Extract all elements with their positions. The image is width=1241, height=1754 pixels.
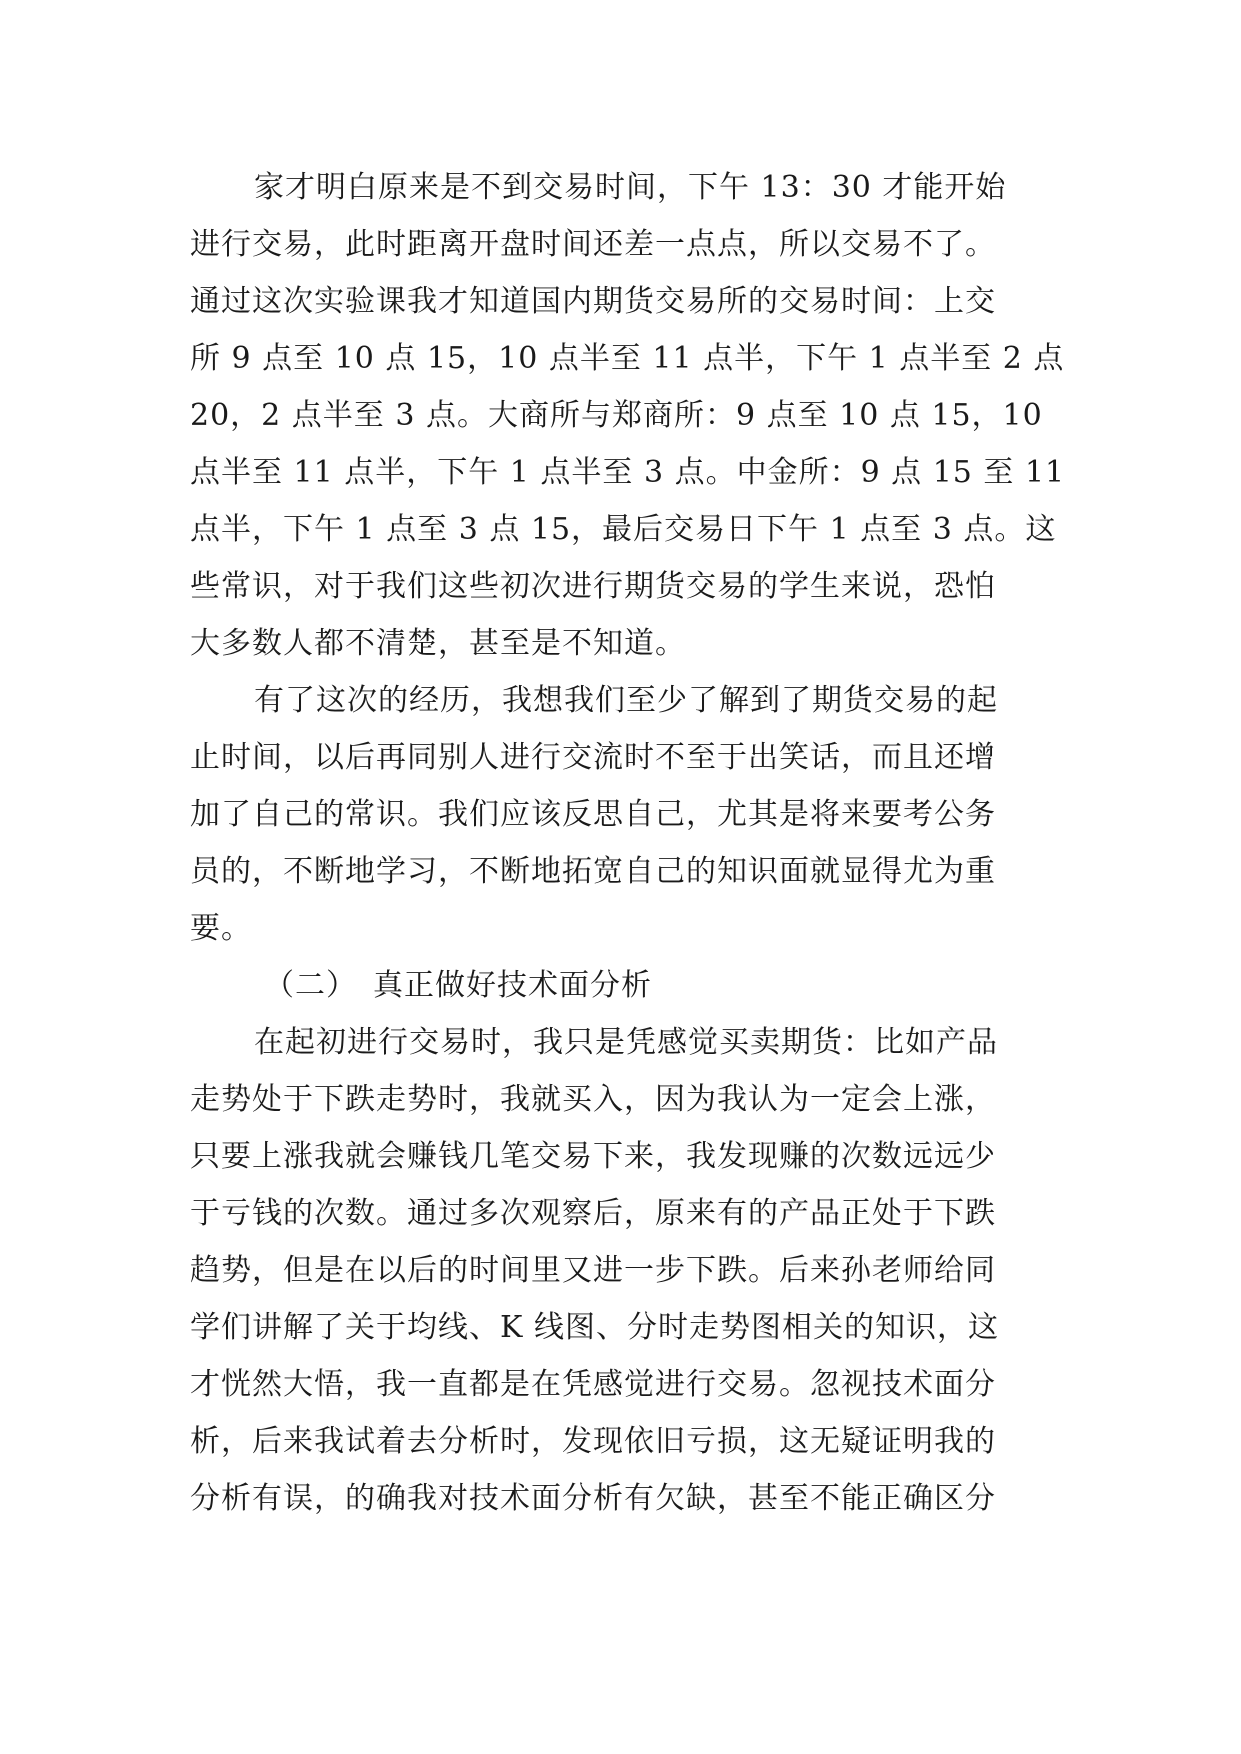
paragraph-line: 大多数人都不清楚，甚至是不知道。 <box>190 626 686 661</box>
paragraph-line: 只要上涨我就会赚钱几笔交易下来，我发现赚的次数远远少 <box>190 1139 996 1174</box>
paragraph-line: 些常识，对于我们这些初次进行期货交易的学生来说，恐怕 <box>190 569 996 604</box>
paragraph-line: 员的，不断地学习，不断地拓宽自己的知识面就显得尤为重 <box>190 854 996 889</box>
paragraph-line: 要。 <box>190 911 252 946</box>
paragraph-line: 家才明白原来是不到交易时间，下午 13：30 才能开始 <box>254 170 1007 205</box>
paragraph-line: 趋势，但是在以后的时间里又进一步下跌。后来孙老师给同 <box>190 1253 996 1288</box>
paragraph-line: 进行交易，此时距离开盘时间还差一点点，所以交易不了。 <box>190 227 996 262</box>
section-heading: （二） 真正做好技术面分析 <box>264 968 652 1003</box>
paragraph-line: 才恍然大悟，我一直都是在凭感觉进行交易。忽视技术面分 <box>190 1367 996 1402</box>
paragraph-line: 于亏钱的次数。通过多次观察后，原来有的产品正处于下跌 <box>190 1196 996 1231</box>
paragraph-line: 通过这次实验课我才知道国内期货交易所的交易时间：上交 <box>190 284 996 319</box>
paragraph-line: 学们讲解了关于均线、K 线图、分时走势图相关的知识，这 <box>190 1310 999 1345</box>
paragraph-line: 走势处于下跌走势时，我就买入，因为我认为一定会上涨， <box>190 1082 996 1117</box>
paragraph-line: 点半至 11 点半，下午 1 点半至 3 点。中金所：9 点 15 至 11 <box>190 455 1066 490</box>
paragraph-line: 有了这次的经历，我想我们至少了解到了期货交易的起 <box>254 683 998 718</box>
paragraph-line: 点半，下午 1 点至 3 点 15，最后交易日下午 1 点至 3 点。这 <box>190 512 1057 547</box>
paragraph-line: 加了自己的常识。我们应该反思自己，尤其是将来要考公务 <box>190 797 996 832</box>
paragraph-line: 析，后来我试着去分析时，发现依旧亏损，这无疑证明我的 <box>190 1424 996 1459</box>
paragraph-line: 分析有误，的确我对技术面分析有欠缺，甚至不能正确区分 <box>190 1481 996 1516</box>
paragraph-line: 20，2 点半至 3 点。大商所与郑商所：9 点至 10 点 15，10 <box>190 398 1043 433</box>
paragraph-line: 所 9 点至 10 点 15，10 点半至 11 点半，下午 1 点半至 2 点 <box>190 341 1065 376</box>
paragraph-line: 止时间，以后再同别人进行交流时不至于出笑话，而且还增 <box>190 740 996 775</box>
paragraph-line: 在起初进行交易时，我只是凭感觉买卖期货：比如产品 <box>254 1025 998 1060</box>
